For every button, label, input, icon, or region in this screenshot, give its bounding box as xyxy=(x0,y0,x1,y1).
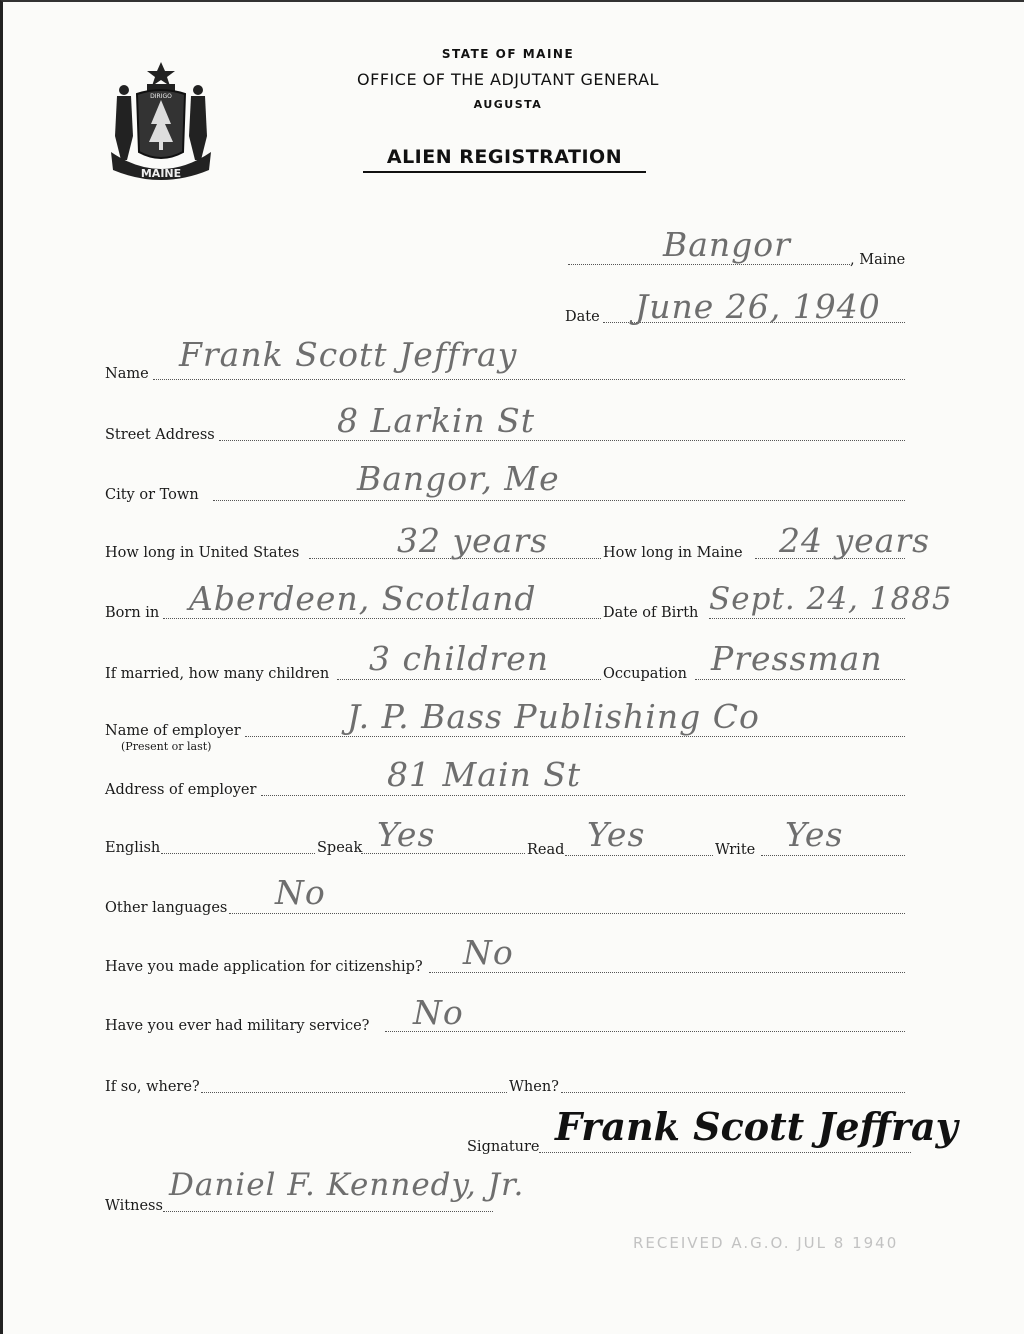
street-value[interactable]: 8 Larkin St xyxy=(337,401,536,440)
seal-label: MAINE xyxy=(140,167,182,180)
military-label: Have you ever had military service? xyxy=(105,1018,370,1034)
name-label: Name xyxy=(105,366,149,382)
city-label: City or Town xyxy=(105,487,199,503)
employer-line xyxy=(245,736,905,737)
city-line xyxy=(213,500,905,501)
name-value[interactable]: Frank Scott Jeffray xyxy=(179,335,518,374)
employer-sublabel: (Present or last) xyxy=(121,740,212,753)
occupation-line xyxy=(695,679,905,680)
received-stamp: RECEIVED A.G.O. JUL 8 1940 xyxy=(633,1234,899,1252)
street-label: Street Address xyxy=(105,427,215,443)
where-line xyxy=(201,1092,507,1093)
employer-address-line xyxy=(261,795,905,796)
place-line xyxy=(568,264,850,265)
dob-label: Date of Birth xyxy=(603,605,699,621)
dob-value[interactable]: Sept. 24, 1885 xyxy=(709,581,953,617)
english-label: English xyxy=(105,840,161,856)
children-label: If married, how many children xyxy=(105,666,330,682)
maine-state-seal xyxy=(107,60,215,185)
name-line xyxy=(153,379,905,380)
witness-label: Witness xyxy=(105,1198,163,1214)
write-value[interactable]: Yes xyxy=(785,815,844,854)
form-title: ALIEN REGISTRATION xyxy=(363,146,646,173)
read-label: Read xyxy=(527,842,565,858)
witness-line xyxy=(163,1211,493,1212)
employer-address-value[interactable]: 81 Main St xyxy=(387,755,582,794)
occupation-value[interactable]: Pressman xyxy=(711,639,883,678)
witness-value[interactable]: Daniel F. Kennedy, Jr. xyxy=(169,1167,525,1203)
read-line xyxy=(565,855,713,856)
children-value[interactable]: 3 children xyxy=(369,639,550,678)
occupation-label: Occupation xyxy=(603,666,687,682)
employer-value[interactable]: J. P. Bass Publishing Co xyxy=(347,697,760,736)
employer-address-label: Address of employer xyxy=(105,782,257,798)
born-value[interactable]: Aberdeen, Scotland xyxy=(189,579,537,618)
when-label: When? xyxy=(509,1079,559,1095)
signature-line xyxy=(539,1152,911,1153)
other-languages-line xyxy=(229,913,905,914)
other-languages-label: Other languages xyxy=(105,900,228,916)
signature-value[interactable]: Frank Scott Jeffray xyxy=(555,1104,958,1149)
citizenship-value[interactable]: No xyxy=(463,933,514,972)
other-languages-value[interactable]: No xyxy=(275,873,326,912)
date-label: Date xyxy=(565,309,600,325)
header-office: OFFICE OF THE ADJUTANT GENERAL xyxy=(357,70,659,89)
born-line xyxy=(163,618,601,619)
speak-value[interactable]: Yes xyxy=(377,815,436,854)
write-label: Write xyxy=(715,842,756,858)
seal-motto: DIRIGO xyxy=(150,93,172,100)
us-value[interactable]: 32 years xyxy=(397,521,549,560)
header-city: AUGUSTA xyxy=(473,98,543,111)
signature-label: Signature xyxy=(467,1139,540,1155)
place-value[interactable]: Bangor xyxy=(663,225,791,264)
children-line xyxy=(337,679,601,680)
dob-line xyxy=(709,618,905,619)
english-line xyxy=(161,853,315,854)
military-value[interactable]: No xyxy=(413,993,464,1032)
born-label: Born in xyxy=(105,605,160,621)
maine-value[interactable]: 24 years xyxy=(779,521,931,560)
when-line xyxy=(561,1092,905,1093)
citizenship-line xyxy=(429,972,905,973)
city-value[interactable]: Bangor, Me xyxy=(357,459,560,498)
read-value[interactable]: Yes xyxy=(587,815,646,854)
speak-label: Speak xyxy=(317,840,363,856)
where-label: If so, where? xyxy=(105,1079,200,1095)
employer-label: Name of employer xyxy=(105,723,241,739)
place-suffix: , Maine xyxy=(850,252,906,268)
citizenship-label: Have you made application for citizenship? xyxy=(105,959,423,975)
street-line xyxy=(219,440,905,441)
us-label: How long in United States xyxy=(105,545,300,561)
maine-label: How long in Maine xyxy=(603,545,743,561)
header-state: STATE OF MAINE xyxy=(441,47,575,61)
date-value[interactable]: June 26, 1940 xyxy=(635,287,881,326)
write-line xyxy=(761,855,905,856)
